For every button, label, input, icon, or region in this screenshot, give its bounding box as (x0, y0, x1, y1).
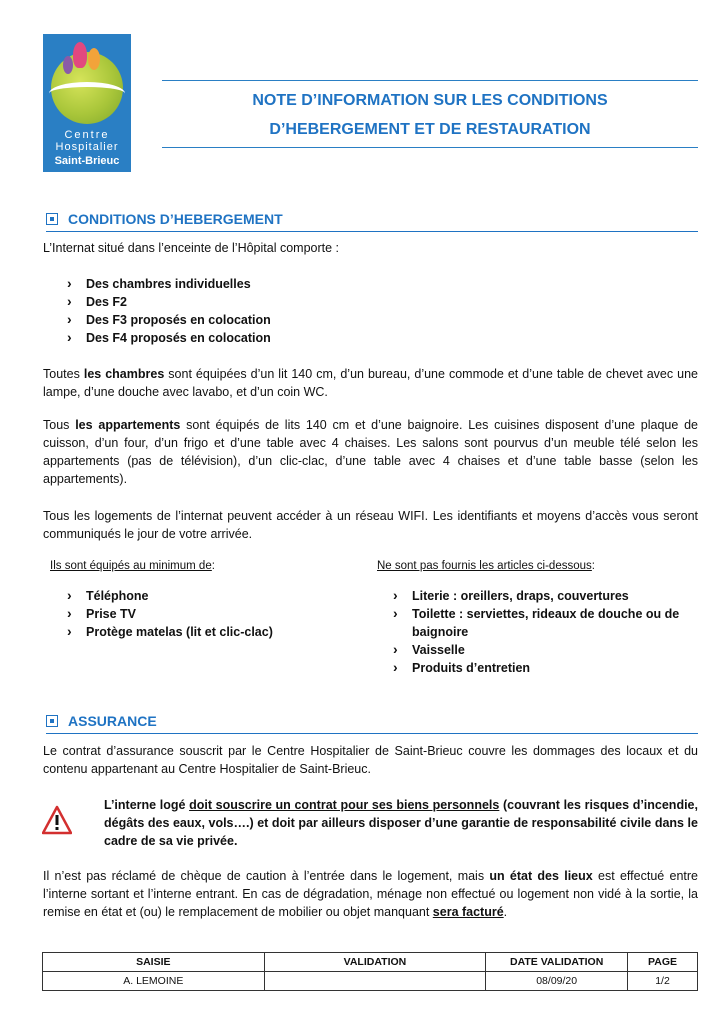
list-item: › Prise TV (67, 605, 347, 623)
table-row (43, 972, 698, 991)
inventory-paragraph: Il n’est pas réclamé de chèque de caution à l’entrée dans le logement, mais un état des lieux est effectué entre l’interne sortant et l’interne entrant. En cas de dégradation, ménage non effectué ou logement non vidé à la sortie, la remise en état et (ou) le remplacement de mobilier ou objet manquant sera facturé. (43, 869, 698, 919)
page-title-line1: NOTE D’INFORMATION SUR LES CONDITIONS (252, 92, 608, 109)
not-provided-list (393, 587, 698, 677)
table-header-row (43, 953, 698, 972)
section-title: CONDITIONS D’HEBERGEMENT (68, 211, 289, 227)
wifi-paragraph: Tous les logements de l’internat peuvent accéder à un réseau WIFI. Les identifiants et moyens d’accès vous seront communiqués le jour de votre arrivée. (43, 509, 698, 541)
list-item: › Vaisselle (393, 641, 698, 659)
equipped-list (67, 587, 347, 641)
list-item: › Des chambres individuelles (67, 275, 271, 293)
logo-text-centre: Centre (64, 129, 110, 141)
logo-figure-icon (88, 48, 100, 70)
title-rule-top (162, 80, 698, 81)
square-bullet-icon (46, 213, 58, 225)
hospital-logo (43, 34, 131, 172)
not-provided-label: Ne sont pas fournis les articles ci-dessous: (377, 560, 595, 572)
square-bullet-icon (46, 715, 58, 727)
list-item: › Des F4 proposés en colocation (67, 329, 271, 347)
section-title: ASSURANCE (68, 713, 163, 729)
list-item: › Téléphone (67, 587, 347, 605)
logo-text-city: Saint-Brieuc (54, 155, 120, 167)
list-item: › Des F3 proposés en colocation (67, 311, 271, 329)
logo-wave (49, 82, 125, 105)
cell-validation (264, 972, 486, 991)
list-item: › Produits d’entretien (393, 659, 698, 677)
header-page: PAGE (628, 953, 698, 972)
cell-date-validation: 08/09/20 (486, 972, 628, 991)
header-saisie: SAISIE (43, 953, 265, 972)
list-item: › Literie : oreillers, draps, couvertures (393, 587, 698, 605)
intro-text: L’Internat situé dans l’enceinte de l’Hôpital comporte : (43, 241, 340, 255)
list-item: › Toilette : serviettes, rideaux de douche ou de baignoire (393, 605, 698, 641)
insurance-paragraph: Le contrat d’assurance souscrit par le Centre Hospitalier de Saint-Brieuc couvre les dommages des locaux et du contenu appartenant au Centre Hospitalier de Saint-Brieuc. (43, 744, 698, 776)
warning-triangle-icon (42, 805, 72, 835)
header-date-validation: DATE VALIDATION (486, 953, 628, 972)
accommodation-list (67, 275, 271, 347)
section-heading-assurance (46, 713, 698, 734)
title-rule-bottom (162, 147, 698, 148)
list-item: › Protège matelas (lit et clic-clac) (67, 623, 347, 641)
rooms-paragraph: Toutes les chambres sont équipées d’un lit 140 cm, d’un bureau, d’une commode et d’une table de chevet avec une lampe, d’une douche avec lavabo, et d’un coin WC. (43, 367, 698, 399)
page-title-line2: D’HEBERGEMENT ET DE RESTAURATION (269, 121, 591, 138)
cell-saisie: A. LEMOINE (43, 972, 265, 991)
header-validation: VALIDATION (264, 953, 486, 972)
list-item: › Des F2 (67, 293, 271, 311)
cell-page: 1/2 (628, 972, 698, 991)
logo-figure-icon (63, 56, 73, 74)
document-footer-table (42, 952, 698, 991)
apartments-paragraph: Tous les appartements sont équipés de lits 140 cm et d’une baignoire. Les cuisines disposent d’une plaque de cuisson, d’un four, d’un frigo et d’une table avec 4 chaises. Les salons sont pourvus d’un meuble télé selon les appartements (pas de télévision), d’un clic-clac, d’une table avec 4 chaises et d’une table basse (selon les appartements). (43, 418, 698, 486)
equipped-label: Ils sont équipés au minimum de: (50, 560, 215, 572)
section-heading-hebergement (46, 211, 698, 232)
logo-text-hospitalier: Hospitalier (55, 141, 119, 153)
warning-paragraph: L’interne logé doit souscrire un contrat pour ses biens personnels (couvrant les risques d’incendie, dégâts des eaux, vols….) et doit par ailleurs disposer d’une garantie de responsabilité civile dans le cadre de sa vie privée. (104, 798, 698, 848)
logo-figure-icon (73, 42, 87, 68)
